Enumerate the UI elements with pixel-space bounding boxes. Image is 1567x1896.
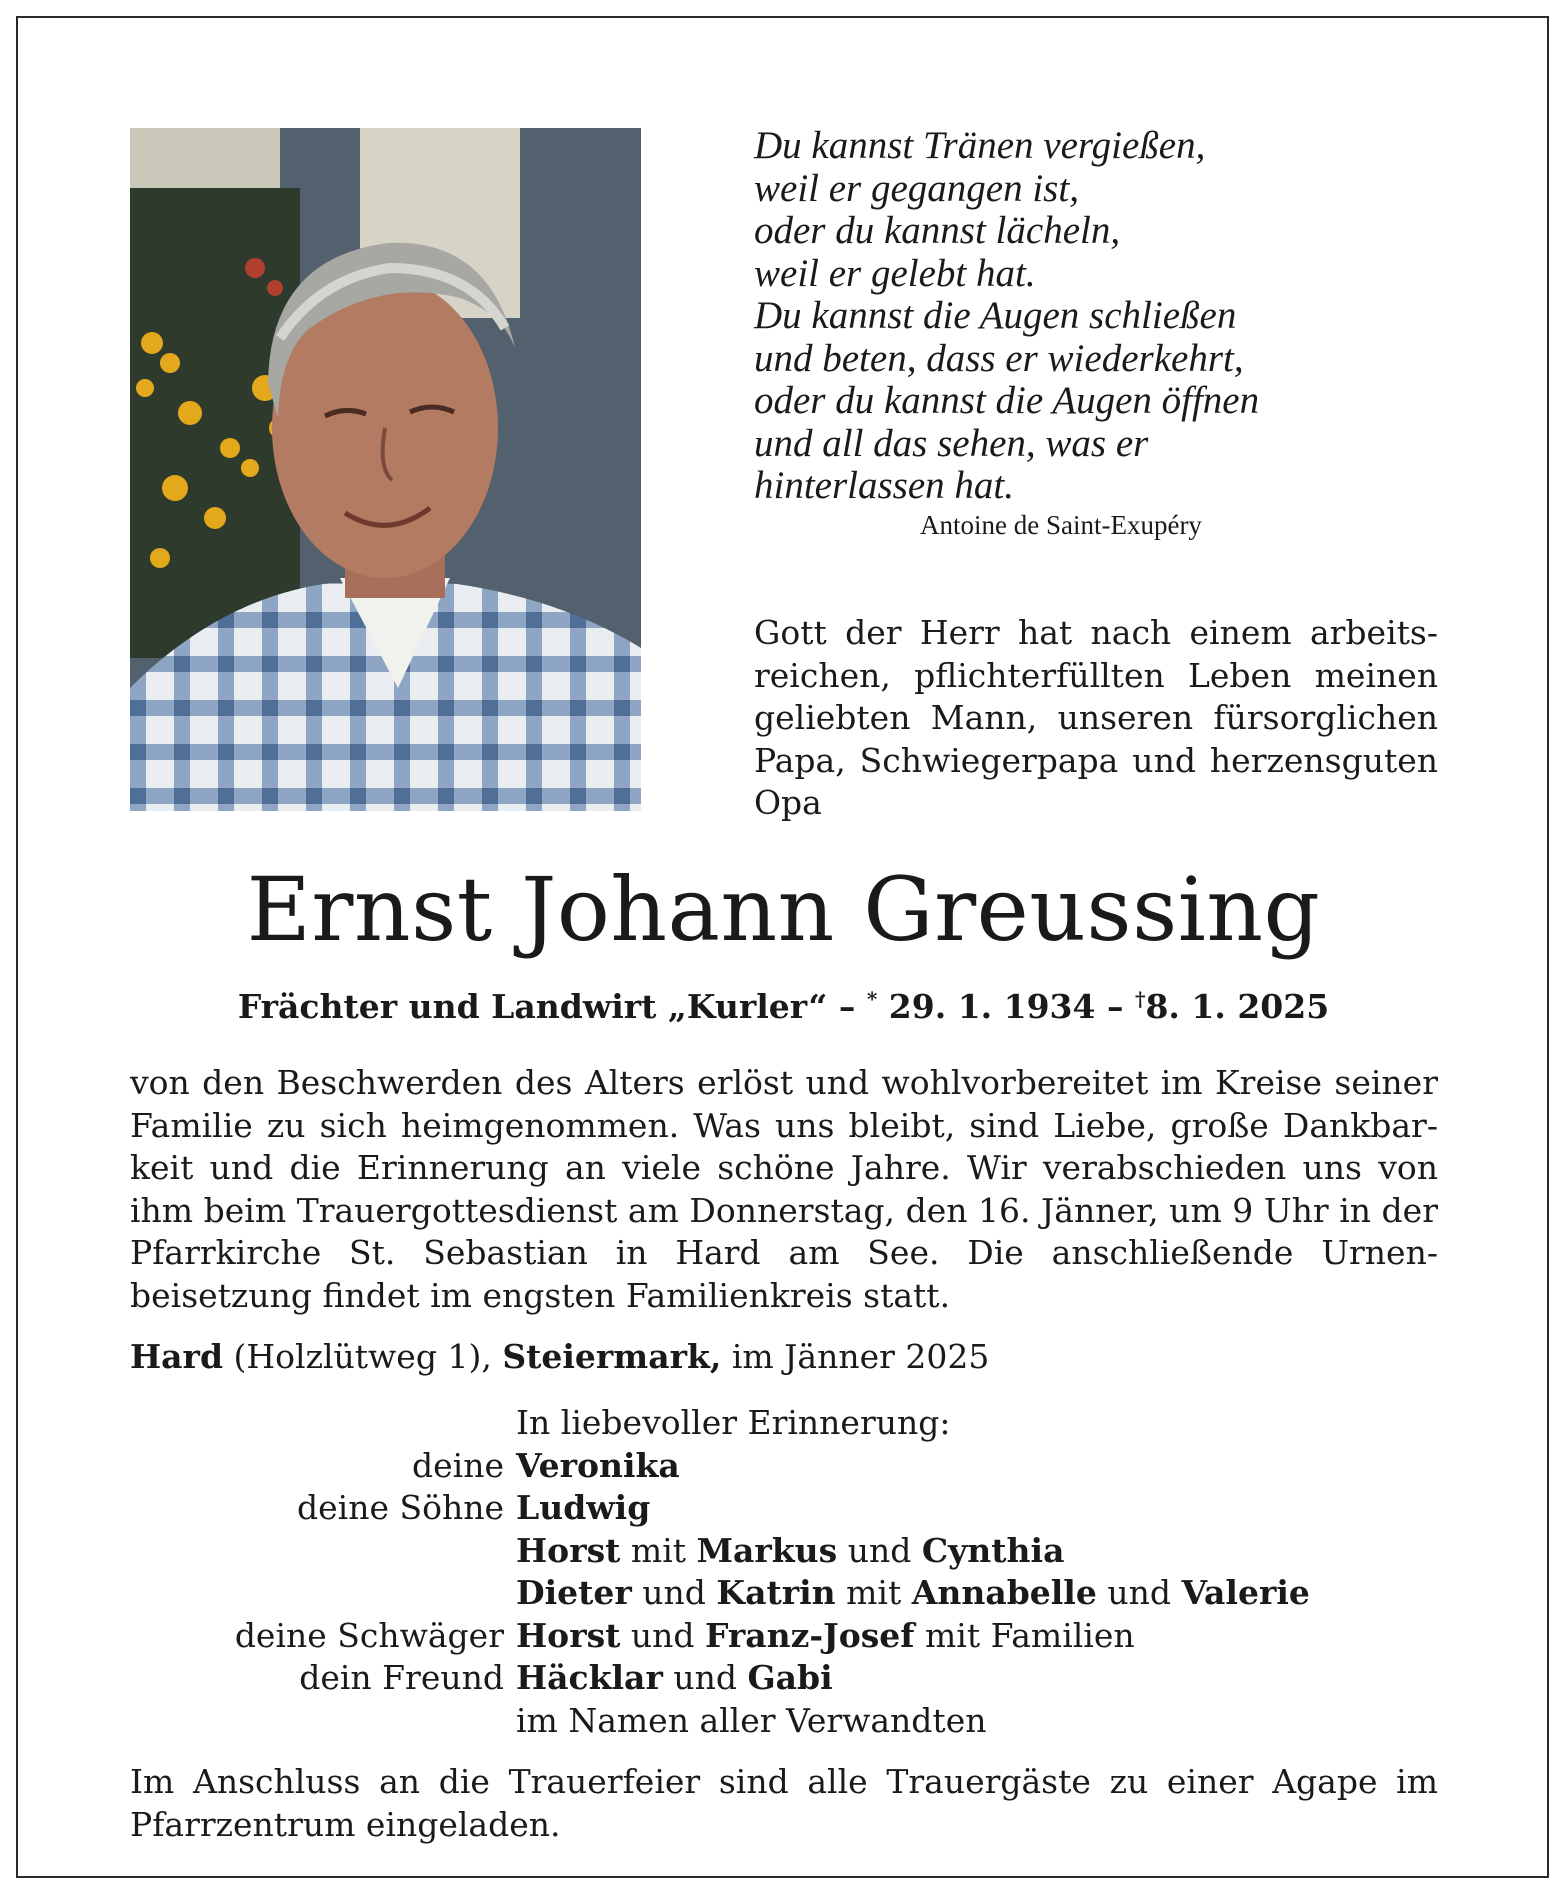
profession: Frächter und Landwirt „Kurler“ [237, 987, 828, 1026]
family-member-name: Franz-Josef [705, 1615, 915, 1655]
family-row [130, 1657, 1450, 1700]
poem-line: und all das sehen, was er [754, 421, 1149, 465]
family-names [516, 1445, 1450, 1488]
family-member-name: Veronika [516, 1445, 680, 1485]
relation-label [130, 1530, 516, 1573]
poem-line: Du kannst Tränen vergießen, [754, 124, 1206, 167]
poem-line: oder du kannst lächeln, [754, 209, 1121, 252]
connector-text: mit [835, 1573, 912, 1612]
region: Steiermark, [502, 1337, 722, 1376]
birth-symbol: * [866, 987, 878, 1011]
family-member-name: Horst [516, 1530, 621, 1570]
relation-label: dein Freund [299, 1658, 504, 1697]
connector-text: mit [620, 1530, 697, 1570]
connector-text: mit Familien [914, 1615, 1135, 1655]
family-footer: im Namen aller Verwandten [516, 1700, 987, 1740]
poem-line: und beten, dass er wiederkehrt, [754, 336, 1244, 380]
intro-text: Gott der Herr hat nach einem arbeitsreichen, pflichterfüllten Leben meinen geliebten Mann, unseren fürsorglichen Papa, Schwiegerpapa und herzensguten Opa [754, 613, 1438, 822]
separator: – [1106, 987, 1124, 1026]
date: im Jänner 2025 [731, 1337, 990, 1376]
poem-line: hinterlassen hat. [754, 464, 1014, 507]
poem-line: oder du kannst die Augen öffnen [754, 379, 1260, 422]
family-member-name: Annabelle [911, 1573, 1097, 1612]
family-row [130, 1445, 1450, 1488]
connector-text: und [1096, 1573, 1182, 1612]
family-names [516, 1657, 1450, 1700]
family-member-name: Ludwig [516, 1488, 651, 1527]
family-row [130, 1572, 1450, 1615]
connector-text: und [620, 1615, 706, 1655]
announcement-body: von den Beschwerden des Alters erlöst und wohlvorbereitet im Kreise seiner Familie zu sich heimgenommen. Was uns bleibt, sind Liebe, große Dankbarkeit und die Erinnerung an viele schöne Jahre. Wir verabschieden uns von ihm beim Trauergottesdienst am Donnerstag, den 16. Jänner, um 9 Uhr in der Pfarrkirche St. Sebastian in Hard am See. Die anschließende Urnenbeisetzung findet im engsten Familienkreis statt. [130, 1063, 1438, 1315]
family-footer-row [130, 1700, 1450, 1743]
family-member-name: Valerie [1181, 1573, 1310, 1612]
family-member-name: Cynthia [921, 1530, 1065, 1570]
death-date: 8. 1. 2025 [1145, 987, 1330, 1026]
poem [754, 125, 1454, 508]
place-date-line [130, 1336, 1430, 1379]
poem-line: weil er gegangen ist, [754, 166, 1079, 210]
family-member-name: Horst [516, 1615, 621, 1655]
portrait-illustration [130, 128, 641, 811]
family-member-name: Markus [696, 1530, 838, 1570]
relation-label: deine Söhne [297, 1488, 504, 1527]
family-member-name: Gabi [747, 1658, 833, 1697]
connector-text: und [837, 1530, 922, 1570]
life-dates-line [0, 978, 1567, 1028]
deceased-name: Ernst Johann Greussing [246, 858, 1321, 961]
town: Hard [130, 1337, 224, 1376]
relation-label: deine Schwäger [234, 1615, 504, 1655]
death-symbol: † [1134, 987, 1146, 1011]
family-rows [130, 1445, 1450, 1700]
family-list [130, 1402, 1450, 1742]
family-member-name: Dieter [516, 1573, 632, 1612]
family-names [516, 1615, 1450, 1658]
poem-line: Du kannst die Augen schließen [754, 294, 1237, 337]
family-member-name: Katrin [716, 1573, 836, 1612]
family-heading-row [130, 1402, 1450, 1445]
separator: – [838, 987, 856, 1026]
poem-line: weil er gelebt hat. [754, 251, 1036, 295]
family-heading: In liebevoller Erinnerung: [516, 1403, 951, 1442]
connector-text: und [631, 1573, 717, 1612]
family-row [130, 1487, 1450, 1530]
family-row [130, 1530, 1450, 1573]
closing-text: Im Anschluss an die Trauerfeier sind alle Trauergäste zu einer Agape im Pfarrzentrum eingeladen. [130, 1762, 1438, 1844]
birth-date: 29. 1. 1934 [888, 987, 1096, 1026]
connector-text: und [662, 1658, 748, 1697]
address: (Holzlütweg 1), [233, 1337, 492, 1376]
portrait-photo [130, 128, 641, 811]
relation-label: deine [412, 1445, 504, 1485]
family-member-name: Häcklar [516, 1658, 663, 1697]
poem-author: Antoine de Saint-Exupéry [920, 510, 1202, 540]
relation-label [130, 1572, 516, 1615]
family-names [516, 1530, 1450, 1573]
family-names [516, 1487, 1450, 1530]
family-row [130, 1615, 1450, 1658]
family-names [516, 1572, 1450, 1615]
